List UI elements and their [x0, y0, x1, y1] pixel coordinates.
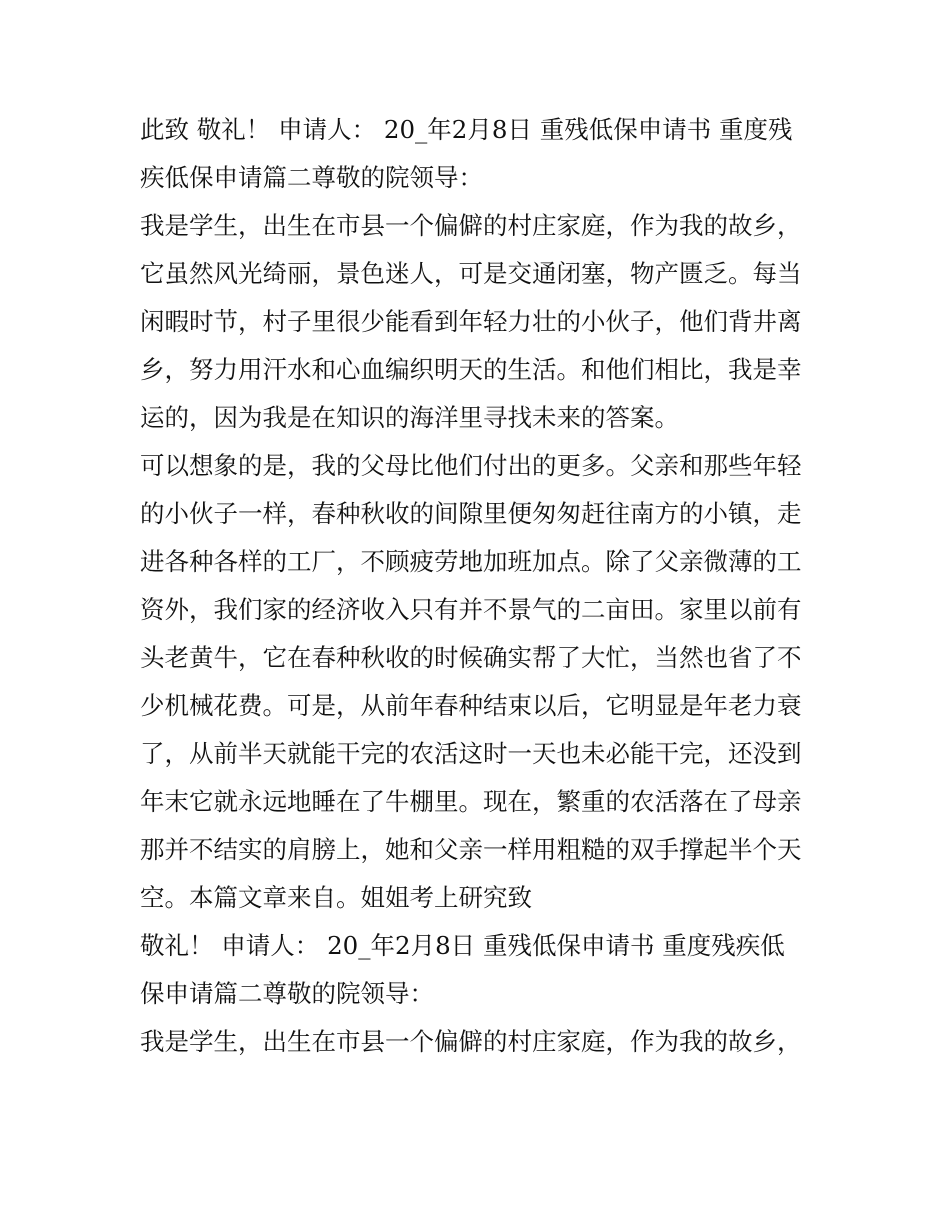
text-line: 乡，努力用汗水和心血编织明天的生活。和他们相比，我是幸 — [140, 355, 802, 384]
text-line: 了，从前半天就能干完的农活这时一天也未必能干完，还没到 — [140, 739, 802, 768]
text-line: 此致 敬礼！ 申请人： 20_年2月8日 重残低保申请书 重度残 — [140, 115, 793, 144]
text-line: 年末它就永远地睡在了牛棚里。现在，繁重的农活落在了母亲 — [140, 787, 802, 816]
text-line: 我是学生，出生在市县一个偏僻的村庄家庭，作为我的故乡， — [140, 211, 802, 240]
document-body — [140, 106, 812, 1066]
text-line: 敬礼！ 申请人： 20_年2月8日 重残低保申请书 重度残疾低 — [140, 931, 785, 960]
text-line: 疾低保申请篇二尊敬的院领导： — [140, 163, 483, 192]
text-line: 它虽然风光绮丽，景色迷人，可是交通闭塞，物产匮乏。每当 — [140, 259, 802, 288]
text-line: 那并不结实的肩膀上，她和父亲一样用粗糙的双手撑起半个天 — [140, 835, 802, 864]
text-line: 少机械花费。可是，从前年春种结束以后，它明显是年老力衰 — [140, 691, 802, 720]
text-line: 进各种各样的工厂，不顾疲劳地加班加点。除了父亲微薄的工 — [140, 547, 802, 576]
text-line: 的小伙子一样，春种秋收的间隙里便匆匆赶往南方的小镇，走 — [140, 499, 802, 528]
text-line: 运的，因为我是在知识的海洋里寻找未来的答案。 — [140, 403, 679, 432]
text-line: 头老黄牛，它在春种秋收的时候确实帮了大忙，当然也省了不 — [140, 643, 802, 672]
text-line: 我是学生，出生在市县一个偏僻的村庄家庭，作为我的故乡， — [140, 1027, 802, 1056]
text-line: 可以想象的是，我的父母比他们付出的更多。父亲和那些年轻 — [140, 451, 802, 480]
text-line: 空。本篇文章来自。姐姐考上研究致 — [140, 883, 532, 912]
text-line: 资外，我们家的经济收入只有并不景气的二亩田。家里以前有 — [140, 595, 802, 624]
text-line: 闲暇时节，村子里很少能看到年轻力壮的小伙子，他们背井离 — [140, 307, 802, 336]
text-line: 保申请篇二尊敬的院领导： — [140, 979, 434, 1008]
